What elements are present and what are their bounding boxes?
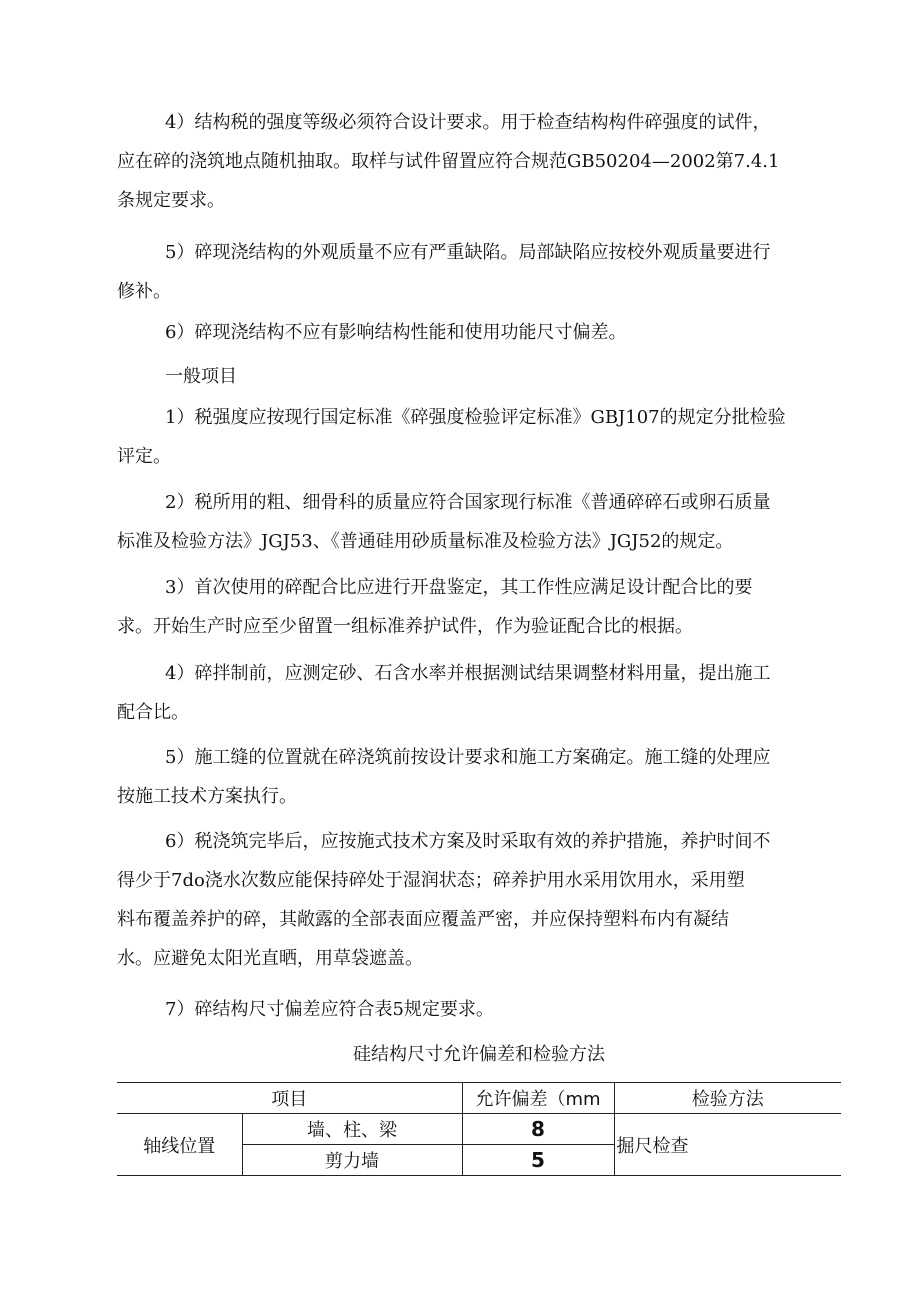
paragraph-aggregate-quality <box>117 483 841 561</box>
paragraph-curing <box>117 822 841 978</box>
paragraph-line: 料布覆盖养护的碎，其敞露的全部表面应覆盖严密，并应保持塑料布内有凝结 <box>117 909 729 930</box>
paragraph-line: 3）首次使用的碎配合比应进行开盘鉴定，其工作性应满足设计配合比的要 <box>165 577 753 598</box>
paragraph-line: 6）碎现浇结构不应有影响结构性能和使用功能尺寸偏差。 <box>165 322 627 343</box>
paragraph-line: 得少于7do浇水次数应能保持碎处于湿润状态；碎养护用水采用饮用水，采用塑 <box>117 870 745 891</box>
row-item: 剪力墙 <box>242 1145 462 1176</box>
paragraph-line: 应在碎的浇筑地点随机抽取。取样与试件留置应符合规范GB50204—2002第7.4.1 <box>117 151 780 172</box>
header-item: 项目 <box>117 1083 462 1114</box>
header-method: 检验方法 <box>614 1083 841 1114</box>
paragraph-strength-evaluation <box>117 398 841 476</box>
paragraph-line: 7）碎结构尺寸偏差应符合表5规定要求。 <box>165 999 494 1020</box>
paragraph-line: 6）税浇筑完毕后，应按施式技术方案及时采取有效的养护措施，养护时间不 <box>165 831 771 852</box>
paragraph-table-reference <box>117 990 841 1029</box>
group-label-axis-position: 轴线位置 <box>117 1114 242 1176</box>
paragraph-line: 2）税所用的粗、细骨科的质量应符合国家现行标准《普通碎碎石或卵石质量 <box>165 492 771 513</box>
paragraph-appearance <box>117 233 841 311</box>
paragraph-line: 5）碎现浇结构的外观质量不应有严重缺陷。局部缺陷应按校外观质量要进行 <box>165 242 771 263</box>
table-header-row <box>117 1083 841 1114</box>
paragraph-line: 5）施工缝的位置就在碎浇筑前按设计要求和施工方案确定。施工缝的处理应 <box>165 747 771 768</box>
paragraph-line: 一般项目 <box>165 366 237 387</box>
paragraph-line: 修补。 <box>117 281 171 302</box>
table-caption: 硅结构尺寸允许偏差和检验方法 <box>353 1044 605 1065</box>
row-tolerance: 8 <box>462 1114 614 1145</box>
inspection-method: 掘尺检查 <box>614 1114 841 1176</box>
paragraph-line: 标准及检验方法》JGJ53、《普通硅用砂质量标准及检验方法》JGJ52的规定。 <box>117 531 734 552</box>
paragraph-line: 1）税强度应按现行国定标准《碎强度检验评定标准》GBJ107的规定分批检验 <box>165 407 786 428</box>
paragraph-line: 4）碎拌制前，应测定砂、石含水率并根据测试结果调整材料用量，提出施工 <box>165 663 771 684</box>
paragraph-moisture <box>117 654 841 732</box>
paragraph-construction-joint <box>117 738 841 816</box>
paragraph-line: 求。开始生产时应至少留置一组标准养护试件，作为验证配合比的根据。 <box>117 616 693 637</box>
paragraph-mix-proportion <box>117 568 841 646</box>
paragraph-line: 条规定要求。 <box>117 190 225 211</box>
paragraph-line: 配合比。 <box>117 702 189 723</box>
paragraph-dimension-deviation <box>117 313 841 352</box>
paragraph-line: 水。应避免太阳光直晒，用草袋遮盖。 <box>117 948 423 969</box>
tolerance-table <box>117 1082 841 1176</box>
header-tolerance: 允许偏差（mm <box>462 1083 614 1114</box>
section-heading-general-items <box>117 357 841 396</box>
paragraph-line: 按施工技术方案执行。 <box>117 786 297 807</box>
paragraph-line: 评定。 <box>117 446 171 467</box>
table-row <box>117 1114 841 1145</box>
row-tolerance: 5 <box>462 1145 614 1176</box>
row-item: 墙、柱、梁 <box>242 1114 462 1145</box>
paragraph-line: 4）结构税的强度等级必须符合设计要求。用于检查结构构件碎强度的试件， <box>165 112 771 133</box>
paragraph-quality-grade <box>117 103 841 220</box>
